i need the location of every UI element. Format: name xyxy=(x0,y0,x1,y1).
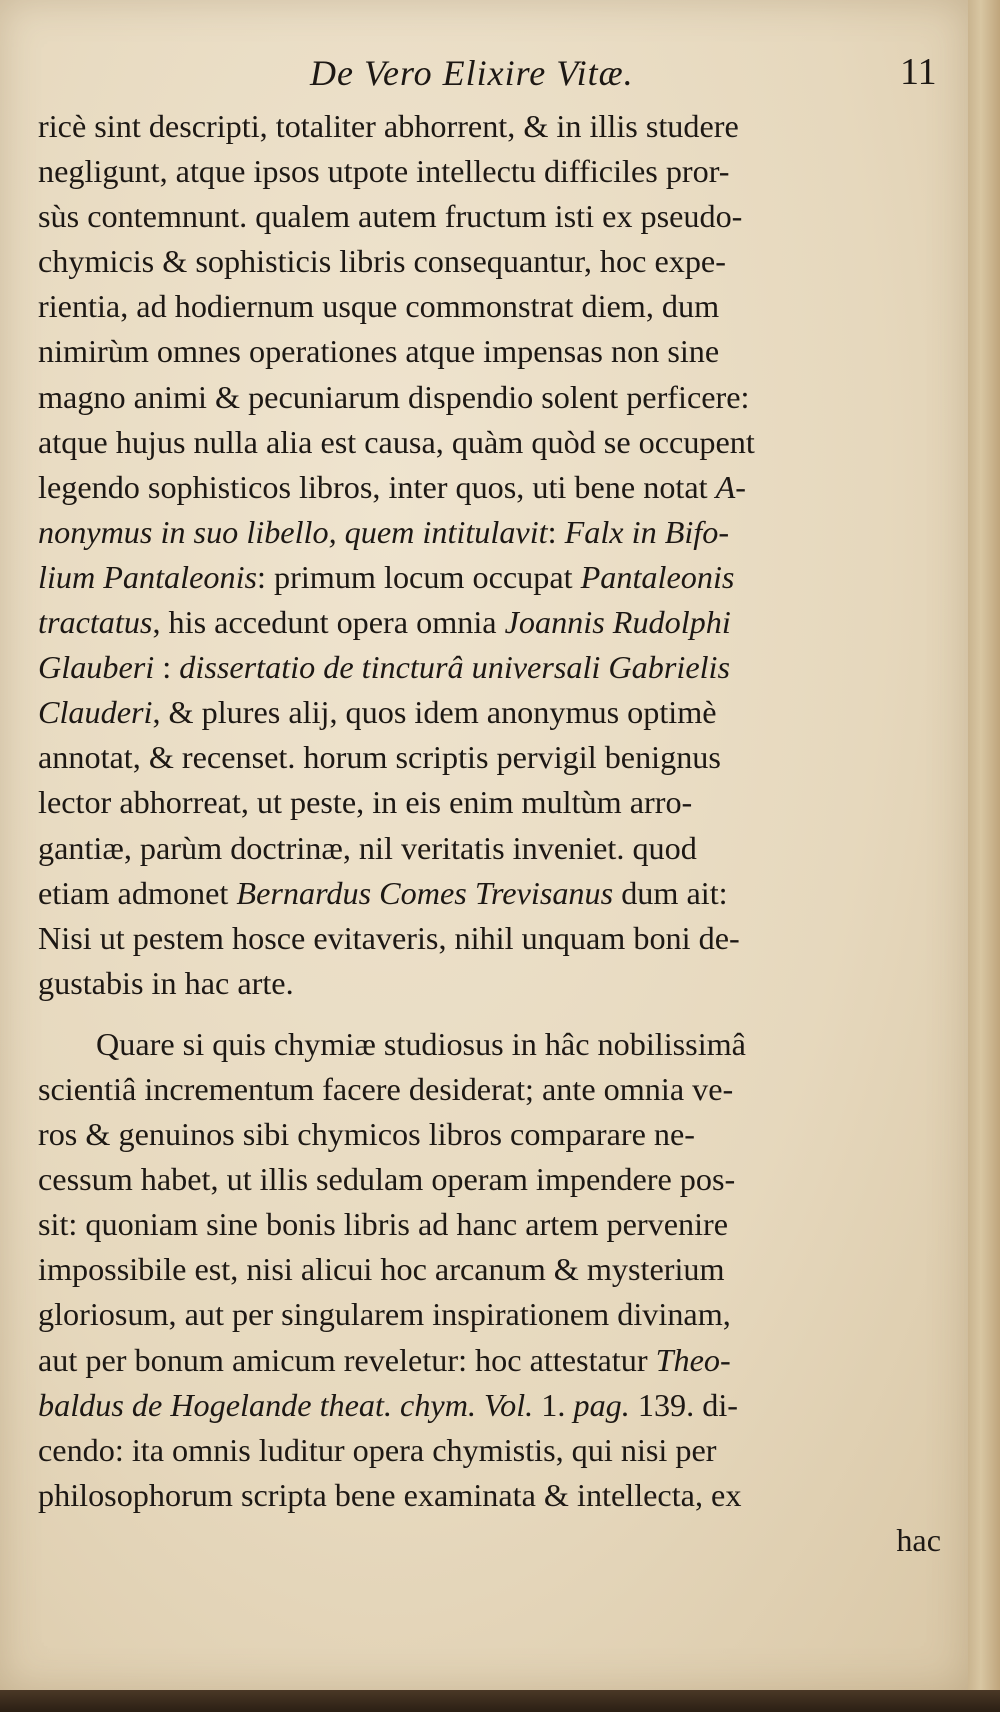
text-span: nimirùm omnes operationes atque impensas non sine xyxy=(38,333,720,370)
text-span: rientia, ad hodiernum usque commonstrat diem, dum xyxy=(38,288,720,325)
text-line xyxy=(38,690,953,735)
text-line xyxy=(38,826,953,871)
text-line xyxy=(38,194,953,239)
text-line xyxy=(38,1292,953,1337)
text-span: gloriosum, aut per singularem inspirationem divinam, xyxy=(38,1296,731,1333)
text-line xyxy=(38,1473,953,1518)
page-number: 11 xyxy=(900,51,937,93)
text-line xyxy=(38,1112,953,1157)
text-span: atque hujus nulla alia est causa, quàm quòd se occupent xyxy=(38,423,755,460)
page-header xyxy=(0,48,968,98)
text-span: , & plures alij, quos idem anonymus optimè xyxy=(152,694,717,731)
text-line xyxy=(38,329,953,374)
text-line xyxy=(38,961,953,1006)
text-line xyxy=(38,645,953,690)
text-line xyxy=(38,1383,953,1428)
text-span: annotat, & recenset. horum scriptis pervigil benignus xyxy=(38,739,721,776)
text-line xyxy=(38,465,953,510)
text-line xyxy=(38,1067,953,1112)
text-span: gantiæ, parùm doctrinæ, nil veritatis inveniet. quod xyxy=(38,829,697,866)
italic-span: Joannis Rudolphi xyxy=(504,604,731,641)
body-text xyxy=(38,104,953,1563)
text-line xyxy=(38,1202,953,1247)
text-span: Nisi ut pestem hosce evitaveris, nihil unquam boni de- xyxy=(38,919,740,956)
italic-span: nonymus in suo libello, quem intitulavit xyxy=(38,513,548,550)
text-span: : xyxy=(547,513,565,550)
text-span: lector abhorreat, ut peste, in eis enim multùm arro- xyxy=(38,784,693,821)
text-line xyxy=(38,104,953,149)
text-span: etiam admonet xyxy=(38,874,237,911)
italic-span: tractatus xyxy=(38,604,153,641)
text-span: aut per bonum amicum reveletur: hoc attestatur xyxy=(38,1341,656,1378)
italic-span: A- xyxy=(715,468,747,505)
running-title: De Vero Elixire Vitæ. xyxy=(310,53,634,93)
text-span: cessum habet, ut illis sedulam operam impendere pos- xyxy=(38,1161,736,1198)
text-span: sùs contemnunt. qualem autem fructum isti ex pseudo- xyxy=(38,198,743,235)
text-span: chymicis & sophisticis libris consequantur, hoc expe- xyxy=(38,243,726,280)
text-span: magno animi & pecuniarum dispendio solent perficere: xyxy=(38,378,750,415)
text-span: ros & genuinos sibi chymicos libros comparare ne- xyxy=(38,1116,696,1153)
text-span: sit: quoniam sine bonis libris ad hanc artem pervenire xyxy=(38,1206,729,1243)
italic-span: Clauderi xyxy=(38,694,153,731)
text-span: legendo sophisticos libros, inter quos, uti bene notat xyxy=(38,468,716,505)
text-line xyxy=(38,1338,953,1383)
text-line xyxy=(38,600,953,645)
text-line xyxy=(38,375,953,420)
text-span: : primum locum occupat xyxy=(257,558,581,595)
text-span: : xyxy=(154,649,180,686)
text-span: cendo: ita omnis luditur opera chymistis, qui nisi per xyxy=(38,1431,717,1468)
text-span: negligunt, atque ipsos utpote intellectu difficiles pror- xyxy=(38,153,730,190)
text-span: philosophorum scripta bene examinata & intellecta, ex xyxy=(38,1476,742,1513)
italic-span: Glauberi xyxy=(38,649,155,686)
text-line xyxy=(38,420,953,465)
text-line xyxy=(38,1022,953,1067)
page-bottom-shadow xyxy=(0,1690,1000,1712)
text-span: 1. xyxy=(533,1386,574,1423)
text-line xyxy=(38,555,953,600)
text-span: gustabis in hac arte. xyxy=(38,964,294,1001)
text-line xyxy=(38,510,953,555)
italic-span: pag. xyxy=(573,1386,630,1423)
text-span: 139. di- xyxy=(629,1386,738,1423)
page-edge xyxy=(968,0,1000,1712)
paragraph-gap xyxy=(38,1006,953,1022)
text-span: , his accedunt opera omnia xyxy=(152,604,505,641)
text-line xyxy=(38,871,953,916)
text-line xyxy=(38,239,953,284)
text-line xyxy=(38,1247,953,1292)
text-line xyxy=(38,735,953,780)
text-span: Quare si quis chymiæ studiosus in hâc nobilissimâ xyxy=(96,1025,746,1062)
text-span: scientiâ incrementum facere desiderat; ante omnia ve- xyxy=(38,1070,734,1107)
italic-span: Bernardus Comes Trevisanus xyxy=(236,874,614,911)
text-line xyxy=(38,1157,953,1202)
italic-span: dissertatio de tincturâ universali Gabrielis xyxy=(179,649,731,686)
text-line xyxy=(38,284,953,329)
italic-span: lium Pantaleonis xyxy=(38,558,258,595)
text-line xyxy=(38,149,953,194)
italic-span: Pantaleonis xyxy=(580,558,735,595)
italic-span: Falx in Bifo- xyxy=(564,513,730,550)
italic-span: Theo- xyxy=(655,1341,731,1378)
text-span: dum ait: xyxy=(613,874,728,911)
text-line xyxy=(38,916,953,961)
text-span: impossibile est, nisi alicui hoc arcanum & mysterium xyxy=(38,1251,725,1288)
catchword: hac xyxy=(896,1521,941,1558)
text-line xyxy=(38,780,953,825)
italic-span: baldus de Hogelande theat. chym. Vol. xyxy=(38,1386,534,1423)
text-line xyxy=(38,1428,953,1473)
text-span: ricè sint descripti, totaliter abhorrent, & in illis studere xyxy=(38,108,739,144)
